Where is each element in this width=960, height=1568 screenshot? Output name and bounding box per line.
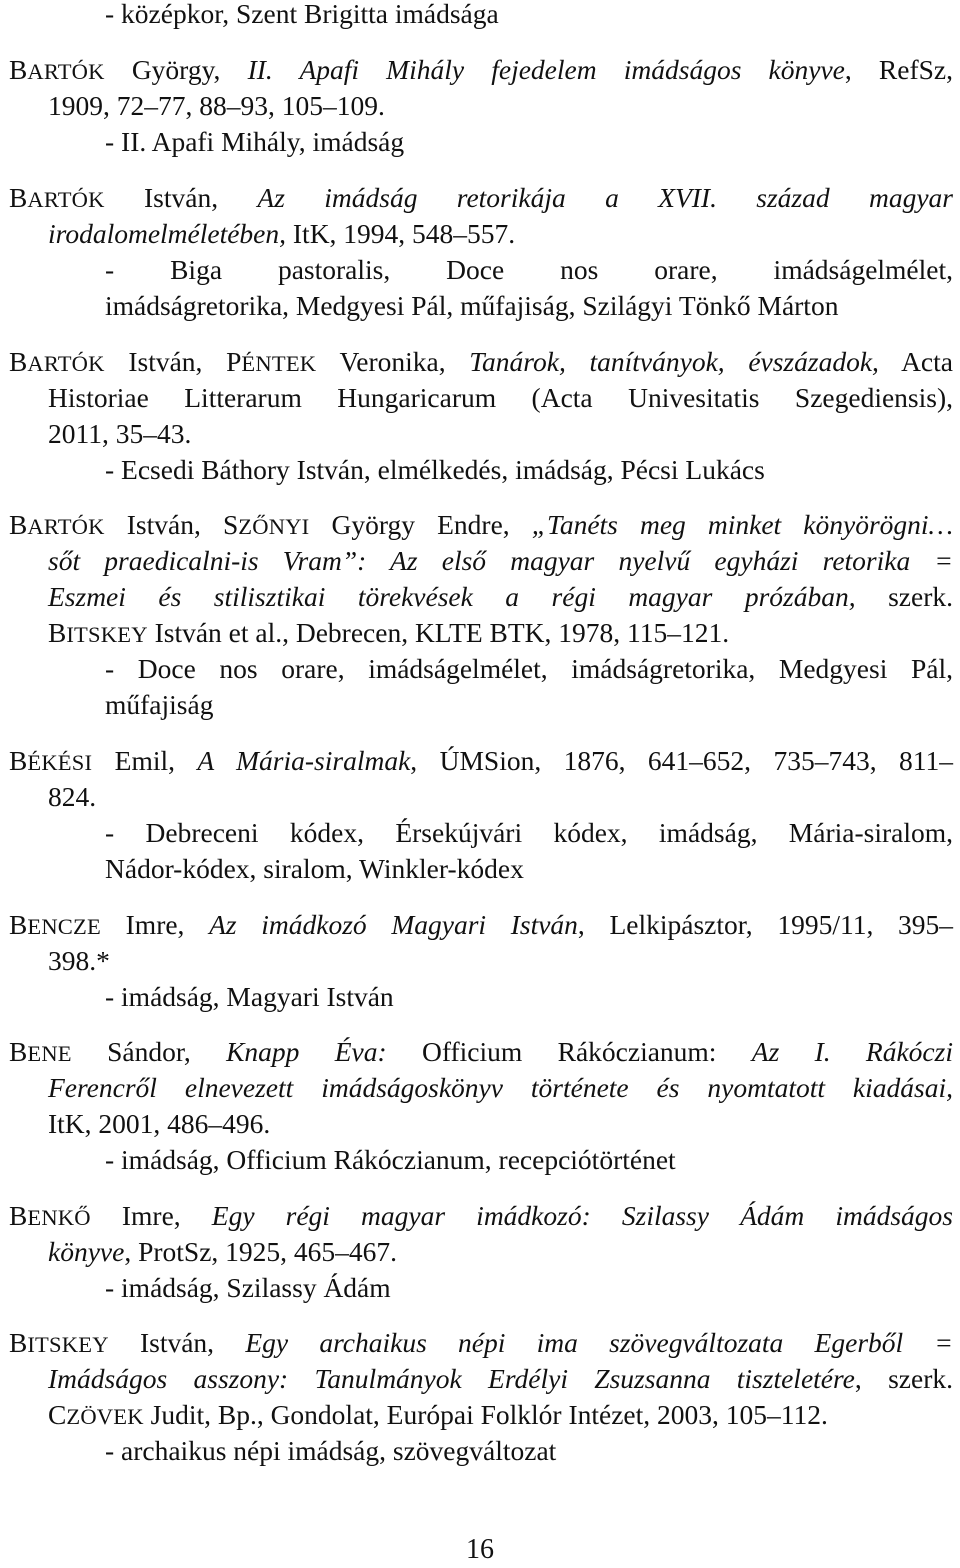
author-name: BARTÓK	[9, 54, 105, 85]
keywords-line: imádságretorika, Medgyesi Pál, műfajiság, Szilágyi Tönkő Márton	[105, 290, 839, 321]
bib-entry-line: BARTÓK György, II. Apafi Mihály fejedelem imádságos könyve, RefSz,	[9, 54, 953, 85]
work-title: II. Apafi Mihály fejedelem imádságos könyve	[247, 54, 845, 85]
author-name: SZŐNYI	[222, 509, 310, 540]
author-name: BITSKEY	[9, 1327, 109, 1358]
keywords-line: - imádság, Szilassy Ádám	[105, 1272, 391, 1303]
keywords-line: - Biga pastoralis, Doce nos orare, imádságelmélet,	[105, 254, 953, 285]
keywords-line: műfajiság	[105, 689, 214, 720]
bib-entry-line: BENCZE Imre, Az imádkozó Magyari István, Lelkipásztor, 1995/11, 395–	[9, 909, 953, 940]
bib-entry-line: BITSKEY István, Egy archaikus népi ima szövegváltozata Egerből =	[9, 1327, 953, 1358]
bib-entry-line: BARTÓK István, SZŐNYI György Endre, „Tanéts meg minket könyörögni…	[9, 509, 954, 540]
author-name: BENCZE	[9, 909, 101, 940]
bib-entry-line: BARTÓK István, Az imádság retorikája a XVII. század magyar	[9, 182, 953, 213]
bib-entry-line: irodalomelméletében, ItK, 1994, 548–557.	[48, 218, 516, 249]
author-name: BENE	[9, 1036, 72, 1067]
author-name: BARTÓK	[9, 509, 105, 540]
bib-entry-line: sőt praedicalni-is Vram”: Az első magyar nyelvű egyházi retorika =	[48, 545, 953, 576]
keywords-line: - II. Apafi Mihály, imádság	[105, 126, 405, 157]
keywords-line: - Doce nos orare, imádságelmélet, imádságretorika, Medgyesi Pál,	[105, 653, 953, 684]
keywords-line: - imádság, Officium Rákóczianum, recepciótörténet	[105, 1144, 676, 1175]
author-name: BENKŐ	[9, 1200, 91, 1231]
bib-entry-line: BITSKEY István et al., Debrecen, KLTE BTK, 1978, 115–121.	[48, 617, 730, 648]
keywords-line: - középkor, Szent Brigitta imádsága	[105, 0, 499, 29]
work-title: „Tanéts meg minket könyörögni…	[531, 509, 954, 540]
bib-entry-line: BARTÓK István, PÉNTEK Veronika, Tanárok, tanítványok, évszázadok, Acta	[9, 346, 953, 377]
page-number: 16	[466, 1534, 494, 1565]
keywords-line: - archaikus népi imádság, szövegváltozat	[105, 1435, 557, 1466]
work-title: Az imádkozó Magyari István	[209, 909, 578, 940]
bib-entry-line: BÉKÉSI Emil, A Mária-siralmak, ÚMSion, 1876, 641–652, 735–743, 811–	[9, 745, 953, 776]
bib-entry-line: Imádságos asszony: Tanulmányok Erdélyi Zsuzsanna tiszteletére, szerk.	[48, 1363, 953, 1394]
bib-entry-line: Historiae Litterarum Hungaricarum (Acta Univesitatis Szegediensis),	[48, 382, 953, 413]
work-title: Az imádság retorikája a XVII. század magyar	[257, 182, 953, 213]
work-title: A Mária-siralmak	[197, 745, 411, 776]
keywords-line: - imádság, Magyari István	[105, 981, 394, 1012]
work-title: Tanárok, tanítványok, évszázadok,	[469, 346, 879, 377]
bib-entry-line: könyve, ProtSz, 1925, 465–467.	[48, 1236, 398, 1267]
author-name: BÉKÉSI	[9, 745, 93, 776]
bib-entry-line: 2011, 35–43.	[48, 418, 192, 449]
work-title: Knapp Éva:	[226, 1036, 387, 1067]
bib-entry-line: Eszmei és stilisztikai törekvések a régi magyar prózában, szerk.	[48, 581, 953, 612]
bib-entry-line: 824.	[48, 781, 97, 812]
author-name: BARTÓK	[9, 182, 105, 213]
author-name: BITSKEY	[48, 617, 148, 648]
bib-entry-line: ItK, 2001, 486–496.	[48, 1108, 271, 1139]
work-title: Az I. Rákóczi	[751, 1036, 953, 1067]
keywords-line: - Debreceni kódex, Érsekújvári kódex, imádság, Mária-siralom,	[105, 817, 953, 848]
bib-entry-line: 1909, 72–77, 88–93, 105–109.	[48, 90, 385, 121]
bib-entry-line: BENE Sándor, Knapp Éva: Officium Rákóczianum: Az I. Rákóczi	[9, 1036, 953, 1067]
author-name: BARTÓK	[9, 346, 105, 377]
bib-entry-line: BENKŐ Imre, Egy régi magyar imádkozó: Szilassy Ádám imádságos	[9, 1200, 953, 1231]
keywords-line: - Ecsedi Báthory István, elmélkedés, imádság, Pécsi Lukács	[105, 454, 765, 485]
work-title: Egy archaikus népi ima szövegváltozata Egerből =	[245, 1327, 953, 1358]
work-title: Egy régi magyar imádkozó: Szilassy Ádám imádságos	[211, 1200, 953, 1231]
bib-entry-line: CZÖVEK Judit, Bp., Gondolat, Európai Folklór Intézet, 2003, 105–112.	[48, 1399, 828, 1430]
author-name: PÉNTEK	[226, 346, 317, 377]
keywords-line: Nádor-kódex, siralom, Winkler-kódex	[105, 853, 524, 884]
bib-entry-line: 398.*	[48, 945, 110, 976]
bib-entry-line: Ferencről elnevezett imádságoskönyv története és nyomtatott kiadásai,	[48, 1072, 953, 1103]
author-name: CZÖVEK	[48, 1399, 144, 1430]
